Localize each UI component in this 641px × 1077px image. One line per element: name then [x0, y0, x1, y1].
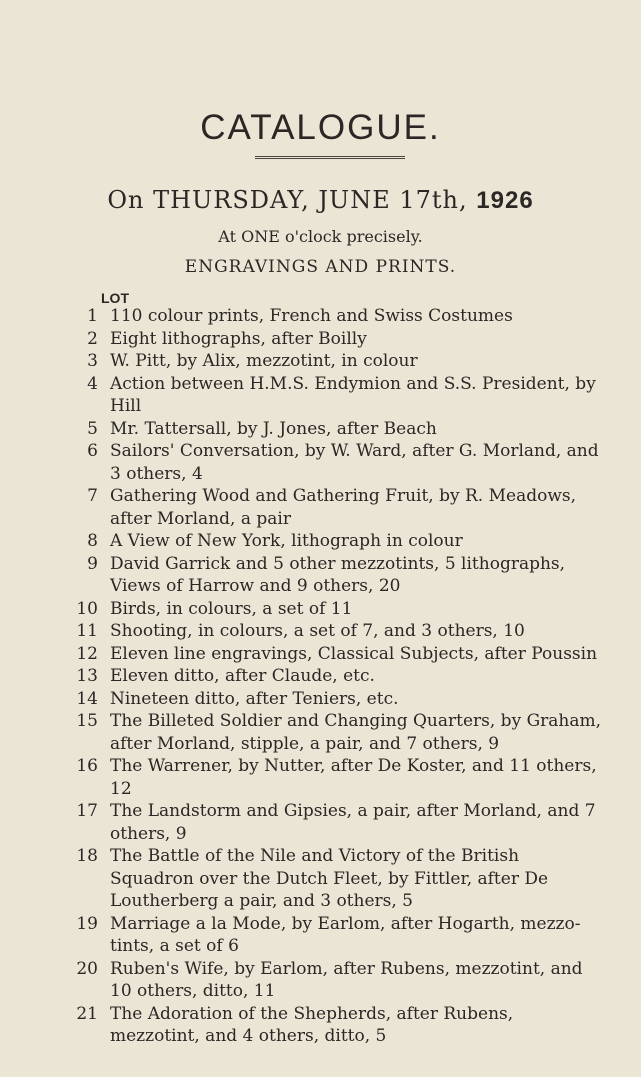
lot-number: 13	[76, 666, 98, 686]
lot-item	[0, 530, 641, 553]
sale-date-text: On THURSDAY, JUNE 17th,	[107, 186, 468, 214]
lot-item	[0, 350, 641, 373]
lot-description: Eleven line engravings, Classical Subjects, after Poussin	[110, 643, 598, 664]
lot-number: 9	[87, 553, 98, 574]
lot-number: 20	[76, 958, 98, 979]
lot-number: 4	[87, 373, 98, 394]
lot-item	[0, 305, 641, 328]
lot-description: Sailors' Conversation, by W. Ward, after G. Morland, and 3 others, 4	[110, 441, 599, 484]
lot-description: Marriage a la Mode, by Earlom, after Hogarth, mezzo-tints, a set of 6	[110, 913, 581, 956]
lot-description: A View of New York, lithograph in colour	[110, 531, 463, 551]
lot-item	[0, 1003, 641, 1048]
lot-number: 17	[76, 801, 98, 821]
lot-description: Mr. Tattersall, by J. Jones, after Beach	[110, 418, 437, 439]
lot-number: 2	[87, 328, 98, 349]
lot-number: 14	[76, 688, 98, 709]
lot-description: Eleven ditto, after Claude, etc.	[110, 666, 375, 686]
section-heading: ENGRAVINGS AND PRINTS.	[184, 257, 457, 277]
lot-list	[0, 305, 641, 1048]
lot-item	[0, 688, 641, 711]
lot-description: The Landstorm and Gipsies, a pair, after Morland, and 7 others, 9	[110, 801, 596, 844]
lot-description: David Garrick and 5 other mezzotints, 5 lithographs, Views of Harrow and 9 others, 20	[110, 553, 566, 596]
lot-number: 6	[87, 441, 98, 461]
lot-number: 10	[76, 598, 98, 619]
lot-number: 21	[76, 1003, 98, 1024]
lot-item	[0, 710, 641, 755]
lot-item	[0, 913, 641, 958]
lot-number: 3	[87, 351, 98, 371]
lot-number: 5	[87, 418, 98, 439]
lot-description: Birds, in colours, a set of 11	[110, 598, 353, 619]
lot-item	[0, 845, 641, 913]
lot-description: W. Pitt, by Alix, mezzotint, in colour	[110, 351, 418, 371]
lot-number: 12	[76, 643, 98, 664]
lot-item	[0, 440, 641, 485]
lot-item	[0, 643, 641, 666]
lot-description: Nineteen ditto, after Teniers, etc.	[110, 688, 399, 709]
page-title: CATALOGUE.	[200, 108, 441, 147]
lot-description: 110 colour prints, French and Swiss Costumes	[110, 306, 513, 326]
lot-item	[0, 553, 641, 598]
lot-description: The Warrener, by Nutter, after De Koster, and 11 others, 12	[110, 756, 597, 799]
lot-description: Action between H.M.S. Endymion and S.S. President, by Hill	[110, 373, 596, 416]
title-rule	[255, 156, 405, 159]
lot-item	[0, 373, 641, 418]
lot-column-label: LOT	[101, 290, 129, 306]
lot-number: 8	[87, 531, 98, 551]
lot-item	[0, 620, 641, 643]
lot-description: The Billeted Soldier and Changing Quarters, by Graham, after Morland, stipple, a pair, and 7 others, 9	[110, 711, 602, 754]
lot-number: 11	[76, 621, 98, 641]
lot-number: 19	[76, 913, 98, 934]
lot-number: 7	[87, 486, 98, 506]
lot-item	[0, 665, 641, 688]
lot-description: Ruben's Wife, by Earlom, after Rubens, mezzotint, and 10 others, ditto, 11	[110, 958, 583, 1001]
lot-description: The Adoration of the Shepherds, after Rubens, mezzotint, and 4 others, ditto, 5	[110, 1003, 514, 1046]
lot-description: Shooting, in colours, a set of 7, and 3 others, 10	[110, 621, 525, 641]
lot-item	[0, 485, 641, 530]
lot-number: 15	[76, 711, 98, 731]
lot-item	[0, 418, 641, 441]
lot-item	[0, 958, 641, 1003]
lot-item	[0, 800, 641, 845]
lot-description: The Battle of the Nile and Victory of the British Squadron over the Dutch Fleet, by Fittler, after De Loutherberg a pair, and 3 others, 5	[110, 846, 549, 911]
lot-description: Gathering Wood and Gathering Fruit, by R. Meadows, after Morland, a pair	[110, 486, 576, 529]
lot-item	[0, 328, 641, 351]
sale-date	[0, 186, 641, 215]
sale-time: At ONE o'clock precisely.	[218, 227, 423, 246]
lot-item	[0, 598, 641, 621]
lot-number: 1	[87, 306, 98, 326]
lot-number: 18	[76, 846, 98, 866]
lot-description: Eight lithographs, after Boilly	[110, 328, 367, 349]
sale-year: 1926	[476, 187, 534, 214]
lot-number: 16	[76, 756, 98, 776]
lot-item	[0, 755, 641, 800]
